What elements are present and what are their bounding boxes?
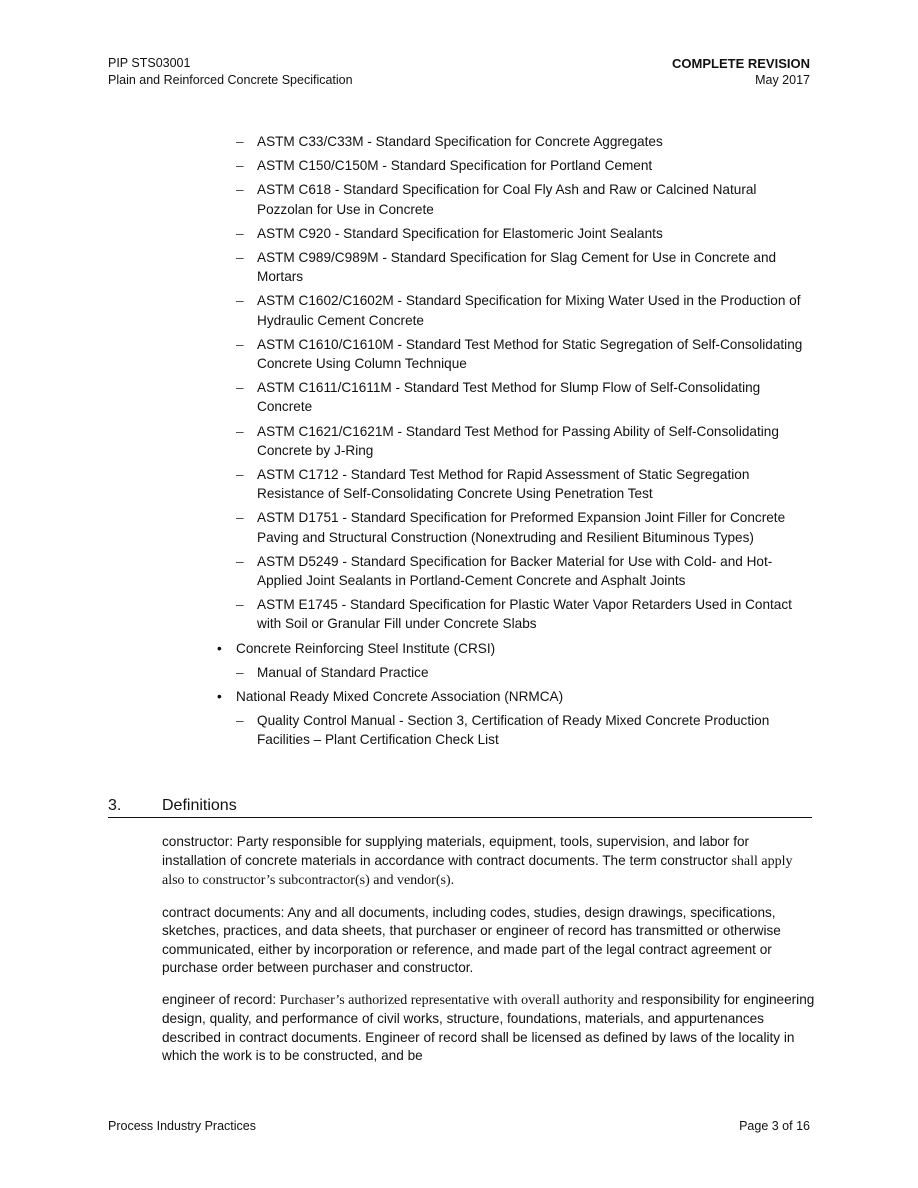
reference-code: ASTM C618 [257,182,332,198]
footer-page-number: Page 3 of 16 [739,1119,810,1133]
definition-constructor [162,833,817,891]
dash-marker: – [236,597,244,613]
definition-contract-documents [162,904,817,978]
dash-marker: – [236,553,244,569]
section-title: Definitions [162,797,237,814]
reference-title: - Standard Specification for Portland Cement [378,158,653,174]
dash-marker: – [236,664,244,680]
dash-marker: – [236,293,244,309]
definition-term: contract documents: [162,904,285,920]
reference-item [216,595,816,633]
reference-item [216,156,816,175]
reference-code: ASTM C1610/C1610M [257,336,394,352]
bullet-marker: • [217,640,222,656]
bullet-marker: • [217,689,222,705]
reference-code: ASTM C1712 [257,467,339,483]
dash-marker: – [236,510,244,526]
definitions-body [162,833,817,1079]
reference-item [216,132,816,151]
reference-item [216,378,816,416]
reference-title: Manual of Standard Practice [257,664,429,680]
dash-marker: – [236,380,244,396]
reference-item [216,465,816,503]
reference-code: ASTM C1602/C1602M [257,293,394,309]
organization-item-crsi [216,639,816,658]
reference-title: Quality Control Manual - Section 3, Certification of Ready Mixed Concrete Production Facilities – Plant Certification Check List [257,713,770,748]
section-heading [108,796,812,818]
organization-name: Concrete Reinforcing Steel Institute (CRSI) [236,640,496,656]
reference-title: - Standard Specification for Elastomeric Joint Sealants [331,225,663,241]
definition-text: Party responsible for supplying materials, equipment, tools, supervision, and labor for installation of concrete materials in accordance with contract documents. The term constructor [162,834,750,868]
footer-organization: Process Industry Practices [108,1119,256,1133]
definition-term: engineer of record: [162,991,277,1007]
dash-marker: – [236,225,244,241]
reference-title: - Standard Test Method for Passing Ability of Self-Consolidating Concrete by J-Ring [257,423,779,458]
reference-code: ASTM C920 [257,225,332,241]
dash-marker: – [236,467,244,483]
reference-code: ASTM D1751 [257,510,339,526]
reference-code: ASTM C150/C150M [257,158,379,174]
revision-label: COMPLETE REVISION [672,56,810,71]
reference-item [216,180,816,218]
reference-item [216,335,816,373]
organization-name: National Ready Mixed Concrete Association (NRMCA) [236,689,564,705]
reference-code: ASTM D5249 [257,553,339,569]
reference-title: - Standard Specification for Slag Cement for Use in Concrete and Mortars [257,250,777,285]
reference-title: - Standard Specification for Concrete Aggregates [363,134,663,149]
dash-marker: – [236,423,244,439]
reference-title: - Standard Specification for Mixing Water Used in the Production of Hydraulic Cement Concrete [257,293,801,328]
reference-code: ASTM C1611/C1611M [257,380,392,396]
definition-text: Any and all documents, including codes, studies, design drawings, specifications, sketches, practices, and data sheets, that purchaser or engineer of record has transmitted or otherwise communicated, either by incorporation or reference, and made part of the legal contract agreement or purchase order between purchaser and constructor. [162,904,781,975]
reference-code: ASTM C989/C989M [257,250,379,266]
definition-text: responsibility for engineering design, quality, and performance of civil works, structure, foundations, materials, and appurtenances described in contract documents. Engineer of record shall be licensed as defined by laws of the locality in which the work is to be constructed, and be [162,991,815,1063]
reference-item [216,552,816,590]
reference-title: - Standard Specification for Preformed Expansion Joint Filler for Concrete Paving and Structural Construction (Nonextruding and Resilient Bituminous Types) [257,510,786,545]
doc-title: Plain and Reinforced Concrete Specification [108,73,353,87]
reference-code: ASTM C1621/C1621M [257,423,394,439]
dash-marker: – [236,134,244,149]
definition-engineer-of-record [162,991,817,1066]
definition-text-lead: Purchaser’s authorized representative with overall authority and [276,992,642,1008]
reference-item [216,248,816,286]
dash-marker: – [236,182,244,198]
reference-title: - Standard Test Method for Rapid Assessment of Static Segregation Resistance of Self-Consolidating Concrete Using Penetration Test [257,467,750,502]
reference-code: ASTM E1745 [257,597,338,613]
reference-title: - Standard Specification for Plastic Water Vapor Retarders Used in Contact with Soil or Granular Fill under Concrete Slabs [257,597,792,632]
reference-item [216,508,816,546]
reference-item [216,711,816,749]
reference-title: - Standard Test Method for Static Segregation of Self-Consolidating Concrete Using Column Technique [257,336,803,372]
reference-code: ASTM C33/C33M [257,134,364,149]
dash-marker: – [236,336,244,352]
reference-title: - Standard Specification for Coal Fly Ash and Raw or Calcined Natural Pozzolan for Use in Concrete [257,182,757,217]
definition-term: constructor: [162,834,234,849]
definition-text-tail: shall apply also to constructor’s subcontractor(s) and vendor(s). [162,853,793,888]
reference-title: - Standard Specification for Backer Material for Use with Cold- and Hot-Applied Joint Sealants in Portland-Cement Concrete and Asphalt Joints [257,553,773,589]
page-header-left [108,55,353,89]
reference-item [216,291,816,329]
revision-date: May 2017 [755,73,810,87]
dash-marker: – [236,713,244,729]
dash-marker: – [236,250,244,266]
reference-title: - Standard Test Method for Slump Flow of Self-Consolidating Concrete [257,380,761,415]
organization-item-nrmca [216,687,816,706]
references-list [216,132,816,755]
reference-item [216,663,816,682]
reference-item [216,422,816,460]
dash-marker: – [236,158,244,174]
doc-id: PIP STS03001 [108,56,191,70]
section-number: 3. [108,797,122,814]
reference-item [216,224,816,243]
page-header-right [672,55,810,89]
